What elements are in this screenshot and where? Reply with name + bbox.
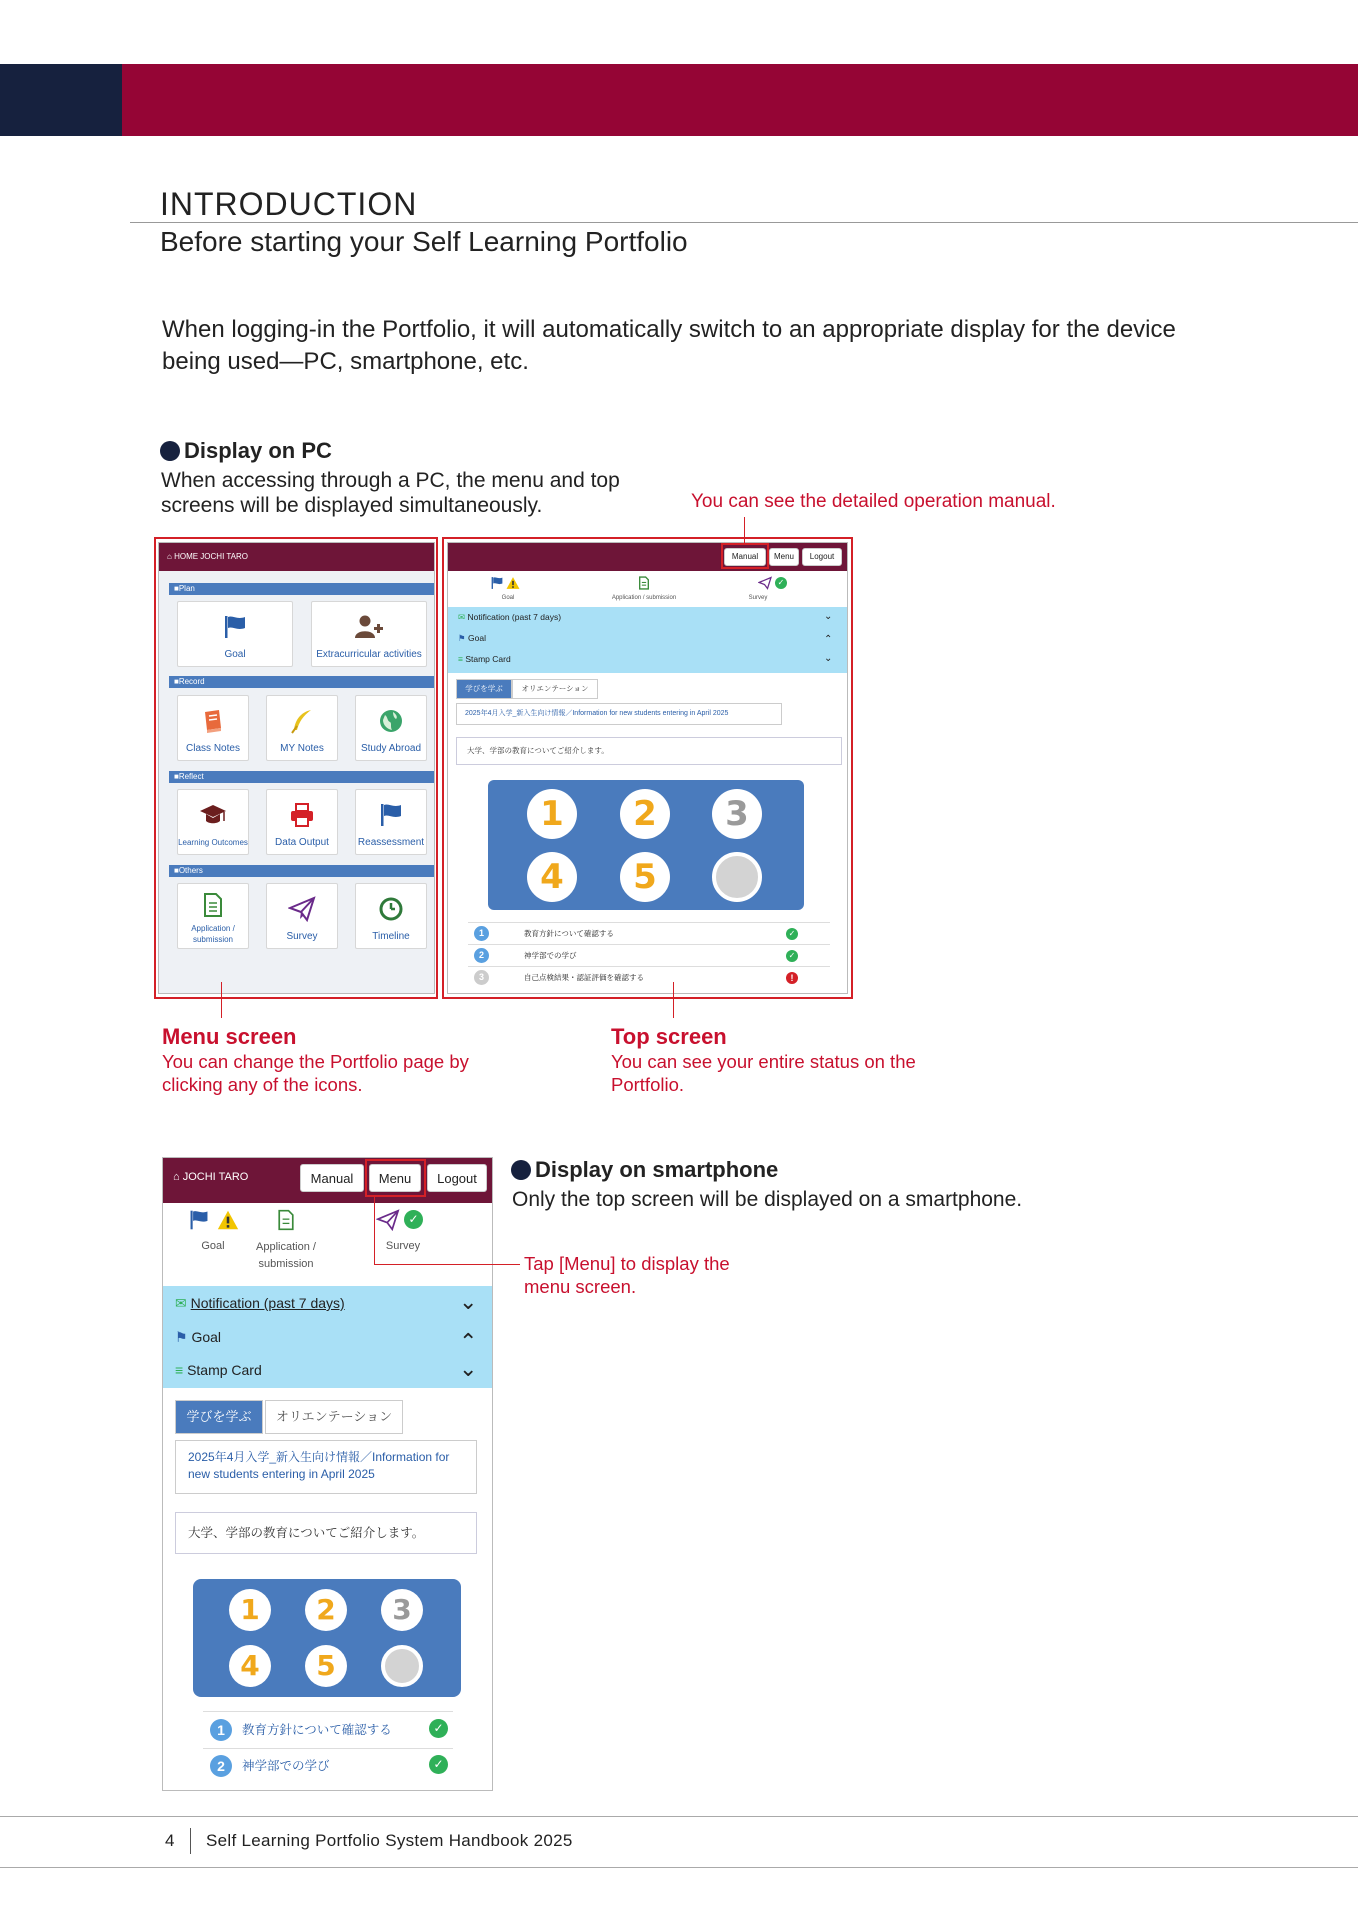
menu-screen-title: Menu screen: [162, 1024, 297, 1049]
tile-timeline[interactable]: [355, 883, 427, 949]
check-icon: ✓: [775, 577, 787, 589]
logout-button[interactable]: Logout: [802, 548, 842, 566]
footer-title: Self Learning Portfolio System Handbook 2025: [206, 1831, 573, 1850]
tile-survey-label: Survey: [286, 931, 318, 942]
phone-notification-row[interactable]: [175, 1293, 345, 1313]
menu-header: [159, 543, 435, 571]
stamp-empty: [712, 852, 762, 902]
phone-step-2-icon: 2: [210, 1755, 232, 1777]
paper-plane-icon: [376, 1209, 400, 1231]
stamp-2: 2: [620, 789, 670, 839]
divider: [203, 1748, 453, 1749]
phone-info-link[interactable]: 2025年4月入学_新入生向け情報／Information for new students entering in April 2025: [175, 1440, 477, 1494]
divider: [468, 944, 830, 945]
phone-stamp-3: 3: [381, 1589, 423, 1631]
tile-study-abroad[interactable]: [355, 695, 427, 761]
home-icon: ⌂: [173, 1171, 180, 1183]
phone-status-survey: Survey: [385, 1240, 421, 1252]
section-plan: ■Plan: [169, 583, 435, 595]
phone-tab-orientation[interactable]: オリエンテーション: [265, 1400, 403, 1434]
pc-section-title-text: Display on PC: [184, 438, 332, 463]
phone-stamp-5: 5: [305, 1645, 347, 1687]
paper-plane-icon: [758, 576, 772, 590]
tile-my-notes-label: MY Notes: [280, 743, 324, 754]
database-icon: ≡: [175, 1362, 184, 1378]
flag-icon: ⚑: [175, 1329, 188, 1345]
phone-stamp-2: 2: [305, 1589, 347, 1631]
database-icon: ≡: [458, 654, 463, 664]
step-2-label[interactable]: 神学部での学び: [524, 951, 577, 960]
header-band-navy: [0, 64, 122, 136]
manual-button[interactable]: Manual: [724, 548, 766, 566]
tile-class-notes-label: Class Notes: [186, 743, 240, 754]
tile-reassessment-label: Reassessment: [357, 837, 425, 848]
clock-icon: [378, 896, 404, 922]
notification-label: Notification (past 7 days): [467, 612, 562, 622]
flag-icon: ⚑: [458, 633, 466, 643]
stamp-3: 3: [712, 789, 762, 839]
tile-data-output[interactable]: [266, 789, 338, 855]
chevron-down-icon[interactable]: ⌄: [824, 611, 833, 622]
notification-row[interactable]: [458, 609, 561, 625]
home-icon: ⌂: [167, 552, 172, 561]
top-screen-mock: [447, 542, 848, 994]
phone-stamp-card-row[interactable]: [175, 1360, 262, 1380]
tile-application[interactable]: [177, 883, 249, 949]
divider: [468, 922, 830, 923]
section-record: ■Record: [169, 676, 435, 688]
footer-separator: [190, 1828, 191, 1854]
phone-goal-label: Goal: [191, 1329, 222, 1345]
book-icon: [200, 708, 226, 734]
envelope-icon: ✉: [175, 1295, 187, 1311]
phone-goal-row[interactable]: [175, 1327, 221, 1347]
tile-survey[interactable]: [266, 883, 338, 949]
step-3-icon: 3: [474, 970, 489, 985]
intro-paragraph: When logging-in the Portfolio, it will automatically switch to an appropriate display for the device being used—PC, smartphone, etc.: [162, 316, 1176, 375]
status-survey-label: Survey: [748, 595, 768, 601]
pc-section-title: [160, 438, 332, 464]
divider: [203, 1711, 453, 1712]
menu-arrow-line: [221, 982, 222, 1018]
warning-icon: [506, 576, 520, 590]
tap-arrow-line-vertical: [374, 1197, 375, 1264]
manual-note: You can see the detailed operation manual.: [691, 491, 1056, 512]
phone-tab-learn[interactable]: 学びを学ぶ: [175, 1400, 263, 1434]
divider: [468, 966, 830, 967]
tile-goal[interactable]: [177, 601, 293, 667]
phone-step-2-label[interactable]: 神学部での学び: [242, 1759, 330, 1773]
printer-icon: [289, 802, 315, 828]
tab-learn[interactable]: 学びを学ぶ: [456, 679, 512, 699]
phone-menu-highlight: [365, 1159, 426, 1197]
footer-rule-bottom: [0, 1867, 1358, 1868]
menu-button[interactable]: Menu: [769, 548, 799, 566]
menu-header-text: HOME JOCHI TARO: [174, 552, 249, 561]
check-icon: ✓: [429, 1719, 448, 1738]
phone-stamp-1: 1: [229, 1589, 271, 1631]
status-goal-label: Goal: [501, 595, 515, 601]
top-arrow-line: [673, 982, 674, 1018]
phone-manual-button[interactable]: Manual: [300, 1164, 364, 1192]
chevron-down-icon[interactable]: ⌄: [824, 653, 833, 664]
tile-class-notes[interactable]: [177, 695, 249, 761]
tile-data-output-label: Data Output: [275, 837, 329, 848]
phone-step-1-label[interactable]: 教育方針について確認する: [242, 1723, 392, 1737]
phone-step-1-icon: 1: [210, 1719, 232, 1741]
top-screen-title: Top screen: [611, 1024, 727, 1049]
section-others: ■Others: [169, 865, 435, 877]
phone-menu-button[interactable]: Menu: [369, 1164, 421, 1192]
manual-highlight: [721, 543, 769, 569]
check-icon: ✓: [404, 1210, 423, 1229]
menu-screen-mock: [158, 542, 435, 994]
warning-icon: [217, 1209, 239, 1231]
stamp-1: 1: [527, 789, 577, 839]
header-band-maroon: [122, 64, 1358, 136]
phone-status-application: Application / submission: [256, 1241, 316, 1270]
tab-orientation[interactable]: オリエンテーション: [512, 679, 598, 699]
stamp-5: 5: [620, 852, 670, 902]
document-icon: [200, 892, 226, 918]
envelope-icon: ✉: [458, 612, 466, 622]
phone-stamp-empty: [381, 1645, 423, 1687]
alert-icon: !: [786, 972, 798, 984]
tile-study-abroad-label: Study Abroad: [360, 743, 422, 754]
phone-notice-box: 大学、学部の教育についてご紹介します。: [175, 1512, 477, 1554]
bullet-icon: [160, 441, 180, 461]
flag-icon: [222, 614, 248, 640]
phone-section-title: [511, 1157, 778, 1183]
chevron-down-icon[interactable]: ⌄: [459, 1289, 478, 1314]
bullet-icon: [511, 1160, 531, 1180]
page-number: 4: [165, 1831, 175, 1850]
stamp-card-label: Stamp Card: [465, 654, 511, 664]
document-icon: [637, 576, 651, 590]
document-icon: [275, 1209, 297, 1231]
flag-icon: [490, 576, 504, 590]
tile-learning-outcomes[interactable]: [177, 789, 249, 855]
flag-icon: [378, 802, 404, 828]
top-screen-desc: You can see your entire status on the Portfolio.: [611, 1051, 916, 1095]
phone-user-name: JOCHI TARO: [182, 1171, 249, 1183]
tile-application-label: Application / submission: [191, 924, 235, 944]
goal-row[interactable]: [458, 630, 486, 646]
page-subtitle: Before starting your Self Learning Portfolio: [160, 226, 688, 257]
feather-pen-icon: [289, 708, 315, 734]
tap-menu-note: Tap [Menu] to display the menu screen.: [524, 1253, 730, 1297]
phone-stamp-4: 4: [229, 1645, 271, 1687]
phone-mock: [162, 1157, 493, 1791]
phone-logout-button[interactable]: Logout: [427, 1164, 487, 1192]
tile-extracurricular[interactable]: [311, 601, 427, 667]
chevron-up-icon[interactable]: ⌃: [459, 1329, 478, 1354]
phone-section-title-text: Display on smartphone: [535, 1157, 779, 1182]
notice-box: 大学、学部の教育についてご紹介します。: [456, 737, 842, 765]
section-reflect: ■Reflect: [169, 771, 435, 783]
flag-icon: [188, 1209, 210, 1231]
title-rule: [130, 222, 1358, 223]
menu-screen-desc: You can change the Portfolio page by clicking any of the icons.: [162, 1051, 469, 1095]
tile-goal-label: Goal: [224, 649, 246, 660]
step-1-icon: 1: [474, 926, 489, 941]
pc-section-desc: When accessing through a PC, the menu and top screens will be displayed simultaneously.: [161, 469, 620, 517]
step-2-icon: 2: [474, 948, 489, 963]
tap-arrow-line-horizontal: [374, 1264, 520, 1265]
graduation-cap-icon: [198, 802, 228, 828]
check-icon: ✓: [429, 1755, 448, 1774]
phone-status-goal: Goal: [201, 1240, 225, 1252]
check-icon: ✓: [786, 950, 798, 962]
chevron-down-icon[interactable]: ⌄: [459, 1356, 478, 1381]
globe-icon: [378, 708, 404, 734]
user-plus-icon: [354, 614, 384, 640]
page-title: INTRODUCTION: [160, 186, 418, 222]
paper-plane-icon: [288, 896, 316, 922]
tile-extracurricular-label: Extracurricular activities: [316, 649, 422, 660]
tile-reassessment[interactable]: [355, 789, 427, 855]
info-link[interactable]: 2025年4月入学_新入生向け情報／Information for new students entering in April 2025: [456, 703, 782, 725]
status-application-label: Application / submission: [611, 595, 677, 601]
phone-notification-label: Notification (past 7 days): [190, 1295, 345, 1311]
manual-arrow-line: [744, 517, 745, 543]
check-icon: ✓: [786, 928, 798, 940]
phone-section-desc: Only the top screen will be displayed on a smartphone.: [512, 1188, 1023, 1211]
phone-stamp-card-label: Stamp Card: [187, 1362, 262, 1378]
stamp-card-row[interactable]: [458, 651, 511, 667]
stamp-4: 4: [527, 852, 577, 902]
step-1-label[interactable]: 教育方針について確認する: [524, 929, 614, 938]
tile-learning-outcomes-label: Learning Outcomes: [178, 838, 248, 847]
footer-rule-top: [0, 1816, 1358, 1817]
step-3-label[interactable]: 自己点検結果・認証評価を確認する: [524, 973, 644, 982]
chevron-up-icon[interactable]: ⌃: [824, 634, 833, 645]
goal-label: Goal: [468, 633, 486, 643]
tile-my-notes[interactable]: [266, 695, 338, 761]
tile-timeline-label: Timeline: [372, 931, 410, 942]
